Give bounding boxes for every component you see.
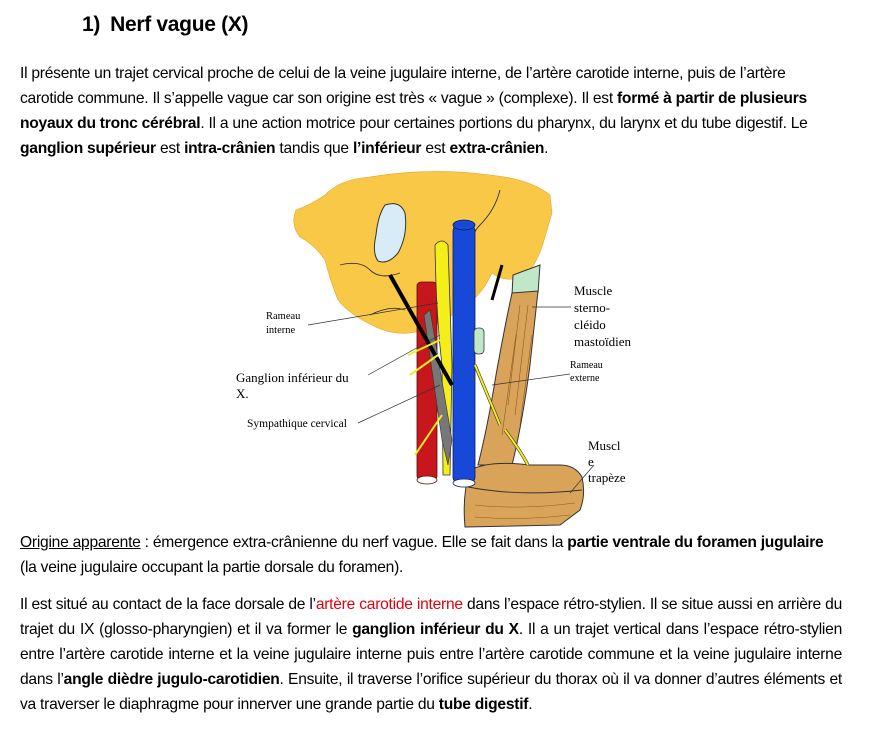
text: tandis que (275, 140, 353, 157)
svg-text:sterno- (574, 300, 610, 315)
text: . Il a une action motrice pour certaines portions du pharynx, du larynx et du tube digestif. Le (200, 115, 808, 132)
svg-text:Rameau (570, 360, 603, 371)
bold-text: tube digestif (438, 696, 529, 713)
svg-text:trapèze (588, 470, 626, 485)
bold-text: ganglion inférieur du X (352, 621, 519, 638)
svg-text:Sympathique cervical (247, 418, 347, 430)
text: est (155, 140, 185, 157)
label-scm: cléido (574, 317, 606, 332)
bold-text: l’inférieur (352, 140, 422, 157)
bold-text: extra-crânien (449, 140, 545, 157)
underlined-term: Origine apparente (20, 534, 141, 551)
label-sympathique-cervical: Sympathique cervical (247, 418, 347, 430)
text: dans l’espace rétro-stylien. Il se situe aussi en arrière du trajet du IX (glosso-pharyngien) et il va former le (20, 596, 843, 638)
svg-text:Ganglion inférieur du (236, 370, 349, 385)
label-trapeze: Muscl (588, 438, 621, 453)
highlighted-term: artère carotide interne (315, 596, 463, 613)
label-trapeze: trapèze (588, 470, 626, 485)
text: . Ensuite, il traverse l’orifice supérieur du thorax où il va donner d’autres éléments et va traverser le diaphragme pour innerver une grande partie du (20, 671, 842, 713)
bold-text: formé à partir de plusieurs noyaux du tronc cérébral (20, 90, 807, 132)
label-scm: Muscle (574, 283, 613, 298)
label-rameau-externe: Rameau (570, 360, 603, 371)
label-trapeze: e (588, 454, 594, 469)
text: est (421, 140, 450, 157)
text: Il présente un trajet cervical proche de celui de la veine jugulaire interne, de l’artère carotide interne, puis de l’artère carotide commune. Il s’appelle vague car son origine est très « vague » (complexe). Il est (20, 65, 786, 107)
text: . (544, 140, 549, 157)
bold-text: partie ventrale du foramen jugulaire (567, 534, 824, 551)
svg-text:cléido (574, 317, 606, 332)
svg-text:Muscl (588, 438, 621, 453)
section-heading (82, 13, 248, 37)
heading-title: Nerf vague (X) (110, 13, 249, 36)
label-rameau-externe: externe (570, 373, 600, 384)
heading-number: 1) (82, 13, 101, 36)
svg-text:mastoïdien (574, 334, 632, 349)
svg-text:Rameau (266, 311, 301, 322)
svg-text:X. (236, 386, 249, 401)
bold-text: angle dièdre jugulo-carotidien (63, 671, 280, 688)
text: . (528, 696, 533, 713)
svg-text:interne (266, 325, 295, 336)
label-scm: sterno- (574, 300, 611, 315)
jugular-vein (453, 225, 475, 483)
bold-text: ganglion supérieur (20, 140, 156, 157)
label-scm: mastoïdien (574, 334, 632, 349)
svg-text:externe (570, 373, 600, 384)
bold-text: intra-crânien (184, 140, 276, 157)
text: (la veine jugulaire occupant la partie dorsale du foramen). (20, 559, 404, 576)
sternocleidomastoid-muscle (478, 291, 538, 465)
paragraph-intro (20, 61, 842, 161)
paragraph-trajet (20, 592, 842, 717)
label-rameau-interne: interne (266, 325, 296, 336)
text: : émergence extra-crânienne du nerf vague. Elle se fait dans la (140, 534, 568, 551)
svg-text:Muscle (574, 283, 613, 298)
paragraph-origine (20, 530, 842, 580)
label-ganglion-inferieur: Ganglion inférieur du (236, 370, 349, 385)
label-ganglion-inferieur: X. (236, 386, 249, 401)
label-rameau-interne: Rameau (266, 311, 301, 322)
text: . Il a un trajet vertical dans l’espace rétro-stylien entre l’artère carotide interne et la veine jugulaire interne puis entre l’artère carotide commune et la veine jugulaire interne dans l’ (20, 621, 842, 688)
text: Il est situé au contact de la face dorsale de l’ (20, 596, 316, 613)
vagus-nerve-diagram (230, 165, 650, 530)
svg-text:e (588, 454, 594, 469)
